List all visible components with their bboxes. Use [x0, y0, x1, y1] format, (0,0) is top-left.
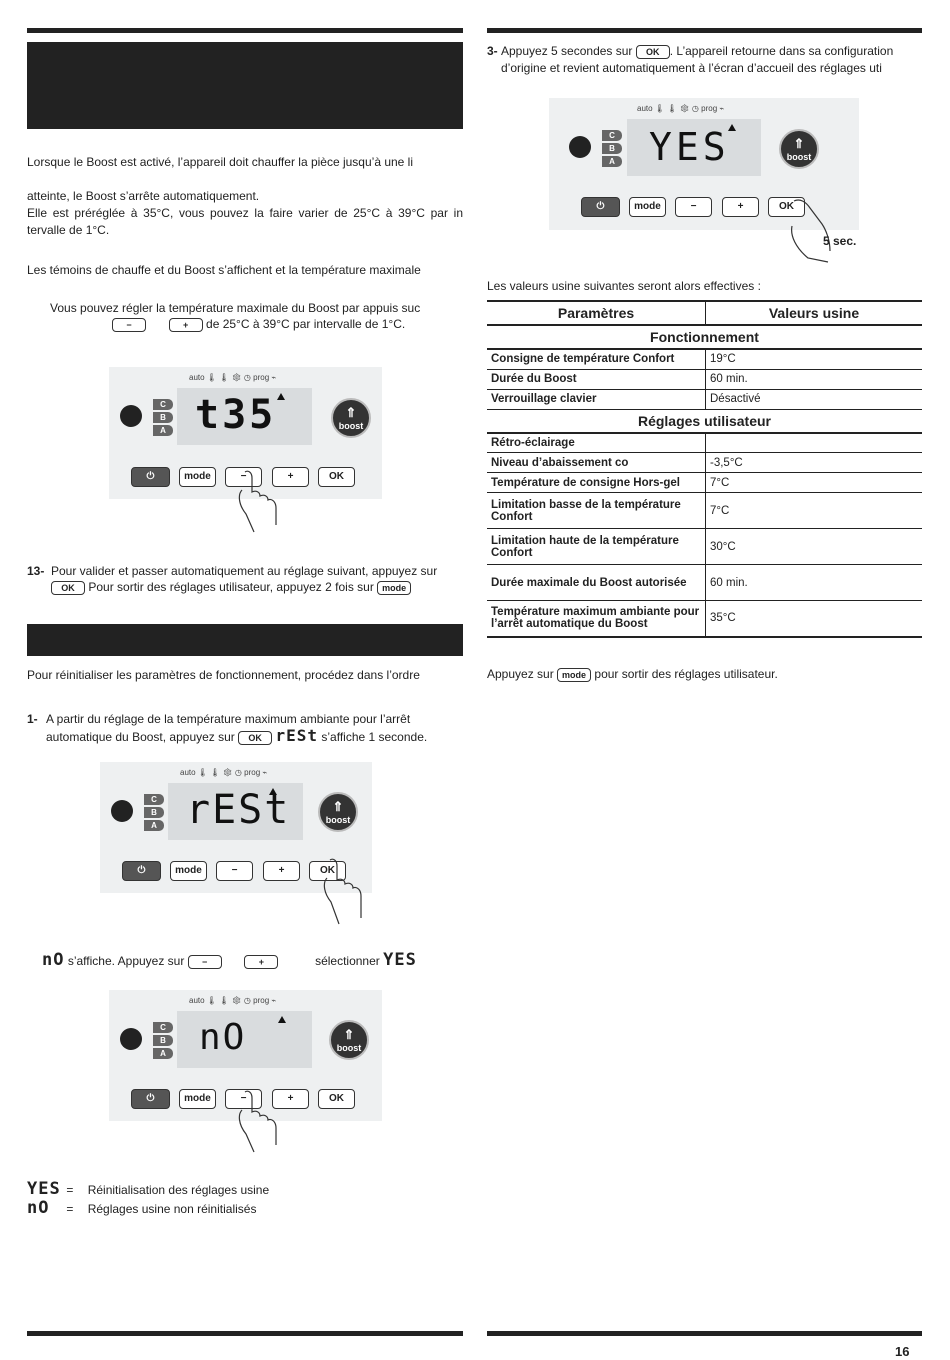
boost-paragraph-1: Lorsque le Boost est activé, l’appareil doit chauffer la pièce jusqu’à une li [27, 155, 414, 169]
pointing-hand-icon [230, 470, 290, 535]
factory-values-table [487, 300, 922, 638]
table-cell-value: 7°C [706, 473, 923, 493]
section-header-bar [27, 42, 463, 129]
no-segment-text: nO [42, 950, 65, 970]
ok-button[interactable]: OK [318, 1089, 355, 1109]
table-cell-param: Rétro-éclairage [487, 433, 706, 453]
table-row [487, 389, 922, 409]
table-cell-param: Verrouillage clavier [487, 389, 706, 409]
step-3-text-a: Appuyez 5 secondes sur [501, 44, 633, 58]
plus-button[interactable]: + [272, 1089, 309, 1109]
boost-paragraph-2a: atteinte, le Boost s’arrête automatiquement. [27, 189, 260, 203]
legend-row-no [27, 1198, 427, 1219]
mode-key-icon: mode [557, 668, 591, 682]
plus-button[interactable]: + [722, 197, 759, 217]
table-section-operation-label: Fonctionnement [487, 325, 922, 349]
lcd-display [177, 388, 312, 445]
level-c: C [153, 399, 173, 410]
exit-text-b: pour sortir des réglages utilisateur. [594, 667, 778, 681]
boost-label: boost [338, 421, 364, 431]
step-1-text-b-content: automatique du Boost, appuyez sur [46, 730, 235, 744]
legend-no-eq: = [66, 1202, 74, 1216]
bottom-rule-left [27, 1331, 463, 1336]
level-c: C [602, 130, 622, 141]
level-a: A [153, 1048, 173, 1059]
five-seconds-label: 5 sec. [823, 234, 857, 248]
mode-button[interactable]: mode [170, 861, 207, 881]
step-1-text-b [46, 727, 463, 746]
lcd-display [168, 783, 303, 840]
power-button[interactable]: ⏻ [581, 197, 620, 217]
boost-paragraph-4b-text: de 25°C à 39°C par intervalle de 1°C. [206, 317, 406, 331]
table-header-params: Paramètres [487, 301, 706, 325]
legend-yes-text: Réinitialisation des réglages usine [87, 1183, 270, 1197]
table-cell-value: 60 min. [706, 565, 923, 601]
legend-row-yes [27, 1179, 427, 1200]
table-cell-param: Durée du Boost [487, 369, 706, 389]
indicator-light [111, 800, 133, 822]
table-cell-value: 19°C [706, 349, 923, 369]
lcd-arrow-icon [728, 124, 736, 131]
table-row [487, 369, 922, 389]
rest-segment-text: rESt [275, 726, 319, 745]
step-1-text-a: A partir du réglage de la température maximum ambiante pour l’arrêt [46, 712, 411, 726]
level-indicator [144, 794, 164, 833]
legend-yes-segment: YES [27, 1179, 61, 1199]
level-b: B [602, 143, 622, 154]
step-3-line-2: d’origine et revient automatiquement à l’écran d’accueil des réglages uti [501, 61, 882, 75]
top-rule-right [487, 28, 922, 33]
lcd-display [177, 1011, 312, 1068]
boost-paragraph-2b: Elle est préréglée à 35°C, vous pouvez la faire varier de 25°C à 39°C par in tervalle de 1°C. [27, 206, 463, 237]
lcd-value: YES [649, 125, 730, 169]
table-section-user-label: Réglages utilisateur [487, 409, 922, 433]
boost-arrow-icon: ⇑ [332, 799, 344, 814]
yes-segment-text: YES [383, 950, 417, 970]
ok-key-icon: OK [238, 731, 272, 745]
step-3-text-b: . L’appareil retourne dans sa configuration [669, 44, 894, 58]
step-3-number: 3- [487, 44, 498, 58]
step-2-text-a: s’affiche. Appuyez sur [67, 954, 185, 968]
exit-line [487, 666, 922, 683]
reset-paragraph: Pour réinitialiser les paramètres de fonctionnement, procédez dans l’ordre [27, 668, 420, 682]
ok-button[interactable]: OK [768, 197, 805, 217]
level-a: A [144, 820, 164, 831]
reset-section-header-bar [27, 624, 463, 656]
indicator-light [569, 136, 591, 158]
boost-arrow-icon: ⇑ [793, 136, 805, 151]
level-indicator [153, 399, 173, 438]
level-a: A [153, 425, 173, 436]
table-header-row [487, 301, 922, 325]
lcd-display [627, 119, 761, 176]
minus-button[interactable]: − [225, 467, 262, 487]
step-1-text-c: s’affiche 1 seconde. [321, 730, 428, 744]
plus-key-icon: + [169, 318, 203, 332]
lcd-value: t35 [195, 392, 277, 438]
boost-paragraph-4a: Vous pouvez régler la température maximale du Boost par appuis suc [50, 301, 421, 315]
level-indicator [153, 1022, 173, 1061]
power-button[interactable]: ⏻ [131, 467, 170, 487]
table-cell-value: 35°C [706, 601, 923, 637]
step-2-text-b: sélectionner [315, 954, 380, 968]
boost-label: boost [325, 815, 351, 825]
plus-button[interactable]: + [263, 861, 300, 881]
exit-text-a: Appuyez sur [487, 667, 554, 681]
minus-button[interactable]: − [216, 861, 253, 881]
table-header-values: Valeurs usine [706, 301, 923, 325]
level-c: C [144, 794, 164, 805]
legend-yes-eq: = [66, 1183, 74, 1197]
table-cell-param: Limitation basse de la température Confort [487, 493, 706, 529]
pointing-hand-icon [230, 1090, 290, 1155]
power-button[interactable]: ⏻ [131, 1089, 170, 1109]
lcd-value: rESt [186, 787, 291, 833]
top-rule-left [27, 28, 463, 33]
plus-key-icon: + [244, 955, 278, 969]
level-a: A [602, 156, 622, 167]
bottom-rule-right [487, 1331, 922, 1336]
step-13-number: 13- [27, 564, 45, 578]
minus-button[interactable]: − [225, 1089, 262, 1109]
table-cell-value: -3,5°C [706, 453, 923, 473]
indicator-light [120, 1028, 142, 1050]
table-row [487, 493, 922, 529]
lcd-value: nO [199, 1017, 247, 1058]
step-13-text-b-content: Pour sortir des réglages utilisateur, appuyez 2 fois sur [88, 580, 374, 594]
level-b: B [144, 807, 164, 818]
table-cell-param: Durée maximale du Boost autorisée [487, 565, 706, 601]
mode-icons-row: auto 🌡 🌡 ❄ ◷ prog ⌁ [189, 373, 277, 382]
boost-arrow-icon: ⇑ [343, 1027, 355, 1042]
table-cell-value: Désactivé [706, 389, 923, 409]
minus-key-icon: − [112, 318, 146, 332]
boost-button[interactable] [779, 129, 819, 169]
lcd-arrow-icon [269, 788, 277, 795]
pointing-hand-icon [788, 196, 843, 266]
boost-paragraph-4b [112, 316, 462, 333]
boost-label: boost [786, 152, 812, 162]
table-row [487, 453, 922, 473]
table-section-user [487, 409, 922, 433]
step-3-line-1 [501, 43, 922, 60]
mode-key-icon: mode [377, 581, 411, 595]
ok-button[interactable]: OK [309, 861, 346, 881]
table-cell-value: 30°C [706, 529, 923, 565]
legend-no-text: Réglages usine non réinitialisés [87, 1202, 257, 1216]
mode-button[interactable]: mode [179, 467, 216, 487]
ok-key-icon: OK [51, 581, 85, 595]
step-1-number: 1- [27, 712, 38, 726]
table-cell-value [706, 433, 923, 453]
step-13-text-a: Pour valider et passer automatiquement au réglage suivant, appuyez sur [51, 564, 438, 578]
table-section-operation [487, 325, 922, 349]
legend-no-segment: nO [27, 1198, 50, 1218]
table-row [487, 433, 922, 453]
table-row [487, 349, 922, 369]
table-row [487, 473, 922, 493]
table-row [487, 529, 922, 565]
page-number: 16 [895, 1344, 910, 1359]
table-row [487, 601, 922, 637]
boost-button[interactable] [318, 792, 358, 832]
indicator-light [120, 405, 142, 427]
table-cell-value: 7°C [706, 493, 923, 529]
boost-label: boost [336, 1043, 362, 1053]
plus-button[interactable]: + [272, 467, 309, 487]
step-2-line [42, 950, 462, 971]
mode-button[interactable]: mode [179, 1089, 216, 1109]
values-intro: Les valeurs usine suivantes seront alors effectives : [487, 279, 761, 293]
table-cell-param: Consigne de température Confort [487, 349, 706, 369]
table-cell-param: Limitation haute de la température Confort [487, 529, 706, 565]
table-cell-param: Niveau d’abaissement co [487, 453, 706, 473]
level-indicator [602, 130, 622, 169]
power-button[interactable]: ⏻ [122, 861, 161, 881]
level-b: B [153, 1035, 173, 1046]
lcd-arrow-icon [277, 393, 285, 400]
lcd-arrow-icon [278, 1016, 286, 1023]
table-cell-param: Température de consigne Hors-gel [487, 473, 706, 493]
mode-icons-row: auto 🌡 🌡 ❄ ◷ prog ⌁ [180, 768, 268, 777]
mode-icons-row: auto 🌡 🌡 ❄ ◷ prog ⌁ [637, 104, 725, 113]
table-cell-value: 60 min. [706, 369, 923, 389]
ok-button[interactable]: OK [318, 467, 355, 487]
level-c: C [153, 1022, 173, 1033]
boost-arrow-icon: ⇑ [345, 405, 357, 420]
pointing-hand-icon [315, 858, 375, 928]
step-13-text-b [51, 579, 463, 596]
ok-key-icon: OK [636, 45, 670, 59]
mode-button[interactable]: mode [629, 197, 666, 217]
mode-icons-row: auto 🌡 🌡 ❄ ◷ prog ⌁ [189, 996, 277, 1005]
table-row [487, 565, 922, 601]
minus-key-icon: − [188, 955, 222, 969]
table-cell-param: Température maximum ambiante pour l’arrêt automatique du Boost [487, 601, 706, 637]
boost-paragraph-3: Les témoins de chauffe et du Boost s’affichent et la température maximale [27, 263, 421, 277]
boost-button[interactable] [329, 1020, 369, 1060]
minus-button[interactable]: − [675, 197, 712, 217]
boost-button[interactable] [331, 398, 371, 438]
level-b: B [153, 412, 173, 423]
